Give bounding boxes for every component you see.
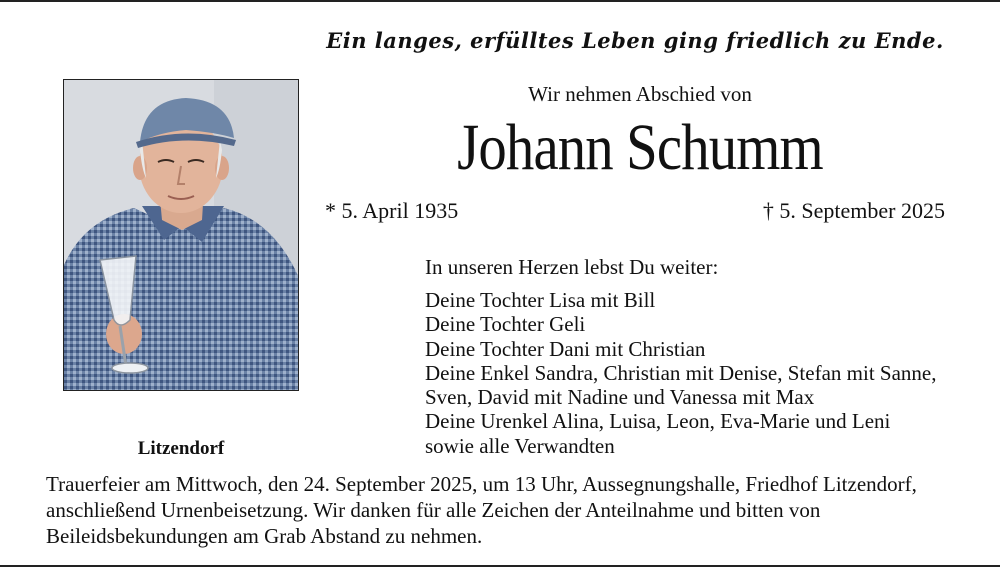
intro-line: Wir nehmen Abschied von	[528, 82, 752, 106]
heart-line: In unseren Herzen lebst Du weiter:	[425, 255, 719, 279]
mourner-line: Sven, David mit Nadine und Vanessa mit Max	[425, 385, 815, 410]
mourner-line: sowie alle Verwandten	[425, 433, 615, 458]
mourner-line: Deine Tochter Geli	[425, 312, 586, 337]
mourner-line: Deine Enkel Sandra, Christian mit Denise, Stefan mit Sanne,	[425, 360, 937, 385]
mourner-line: Deine Tochter Lisa mit Bill	[425, 288, 656, 312]
motto: Ein langes, erfülltes Leben ging friedlich zu Ende.	[326, 28, 944, 53]
birth-date: * 5. April 1935	[325, 198, 459, 223]
deceased-name: Johann Schumm	[457, 111, 823, 184]
mourners-list	[425, 288, 970, 458]
mourner-line: Deine Tochter Dani mit Christian	[425, 336, 706, 361]
mourner-line: Deine Urenkel Alina, Luisa, Leon, Eva-Marie und Leni	[425, 409, 891, 434]
death-date: † 5. September 2025	[762, 198, 945, 223]
place-name: Litzendorf	[137, 438, 225, 459]
portrait-photo	[63, 79, 299, 391]
portrait-illustration	[64, 80, 299, 391]
funeral-notice: Trauerfeier am Mittwoch, den 24. September 2025, um 13 Uhr, Aussegnungshalle, Friedhof Litzendorf, anschließend Urnenbeisetzung. Wir danken für alle Zeichen der Anteilnahme und bitten von Beileidsbekundungen am Grab Abstand zu nehmen.	[46, 472, 917, 548]
